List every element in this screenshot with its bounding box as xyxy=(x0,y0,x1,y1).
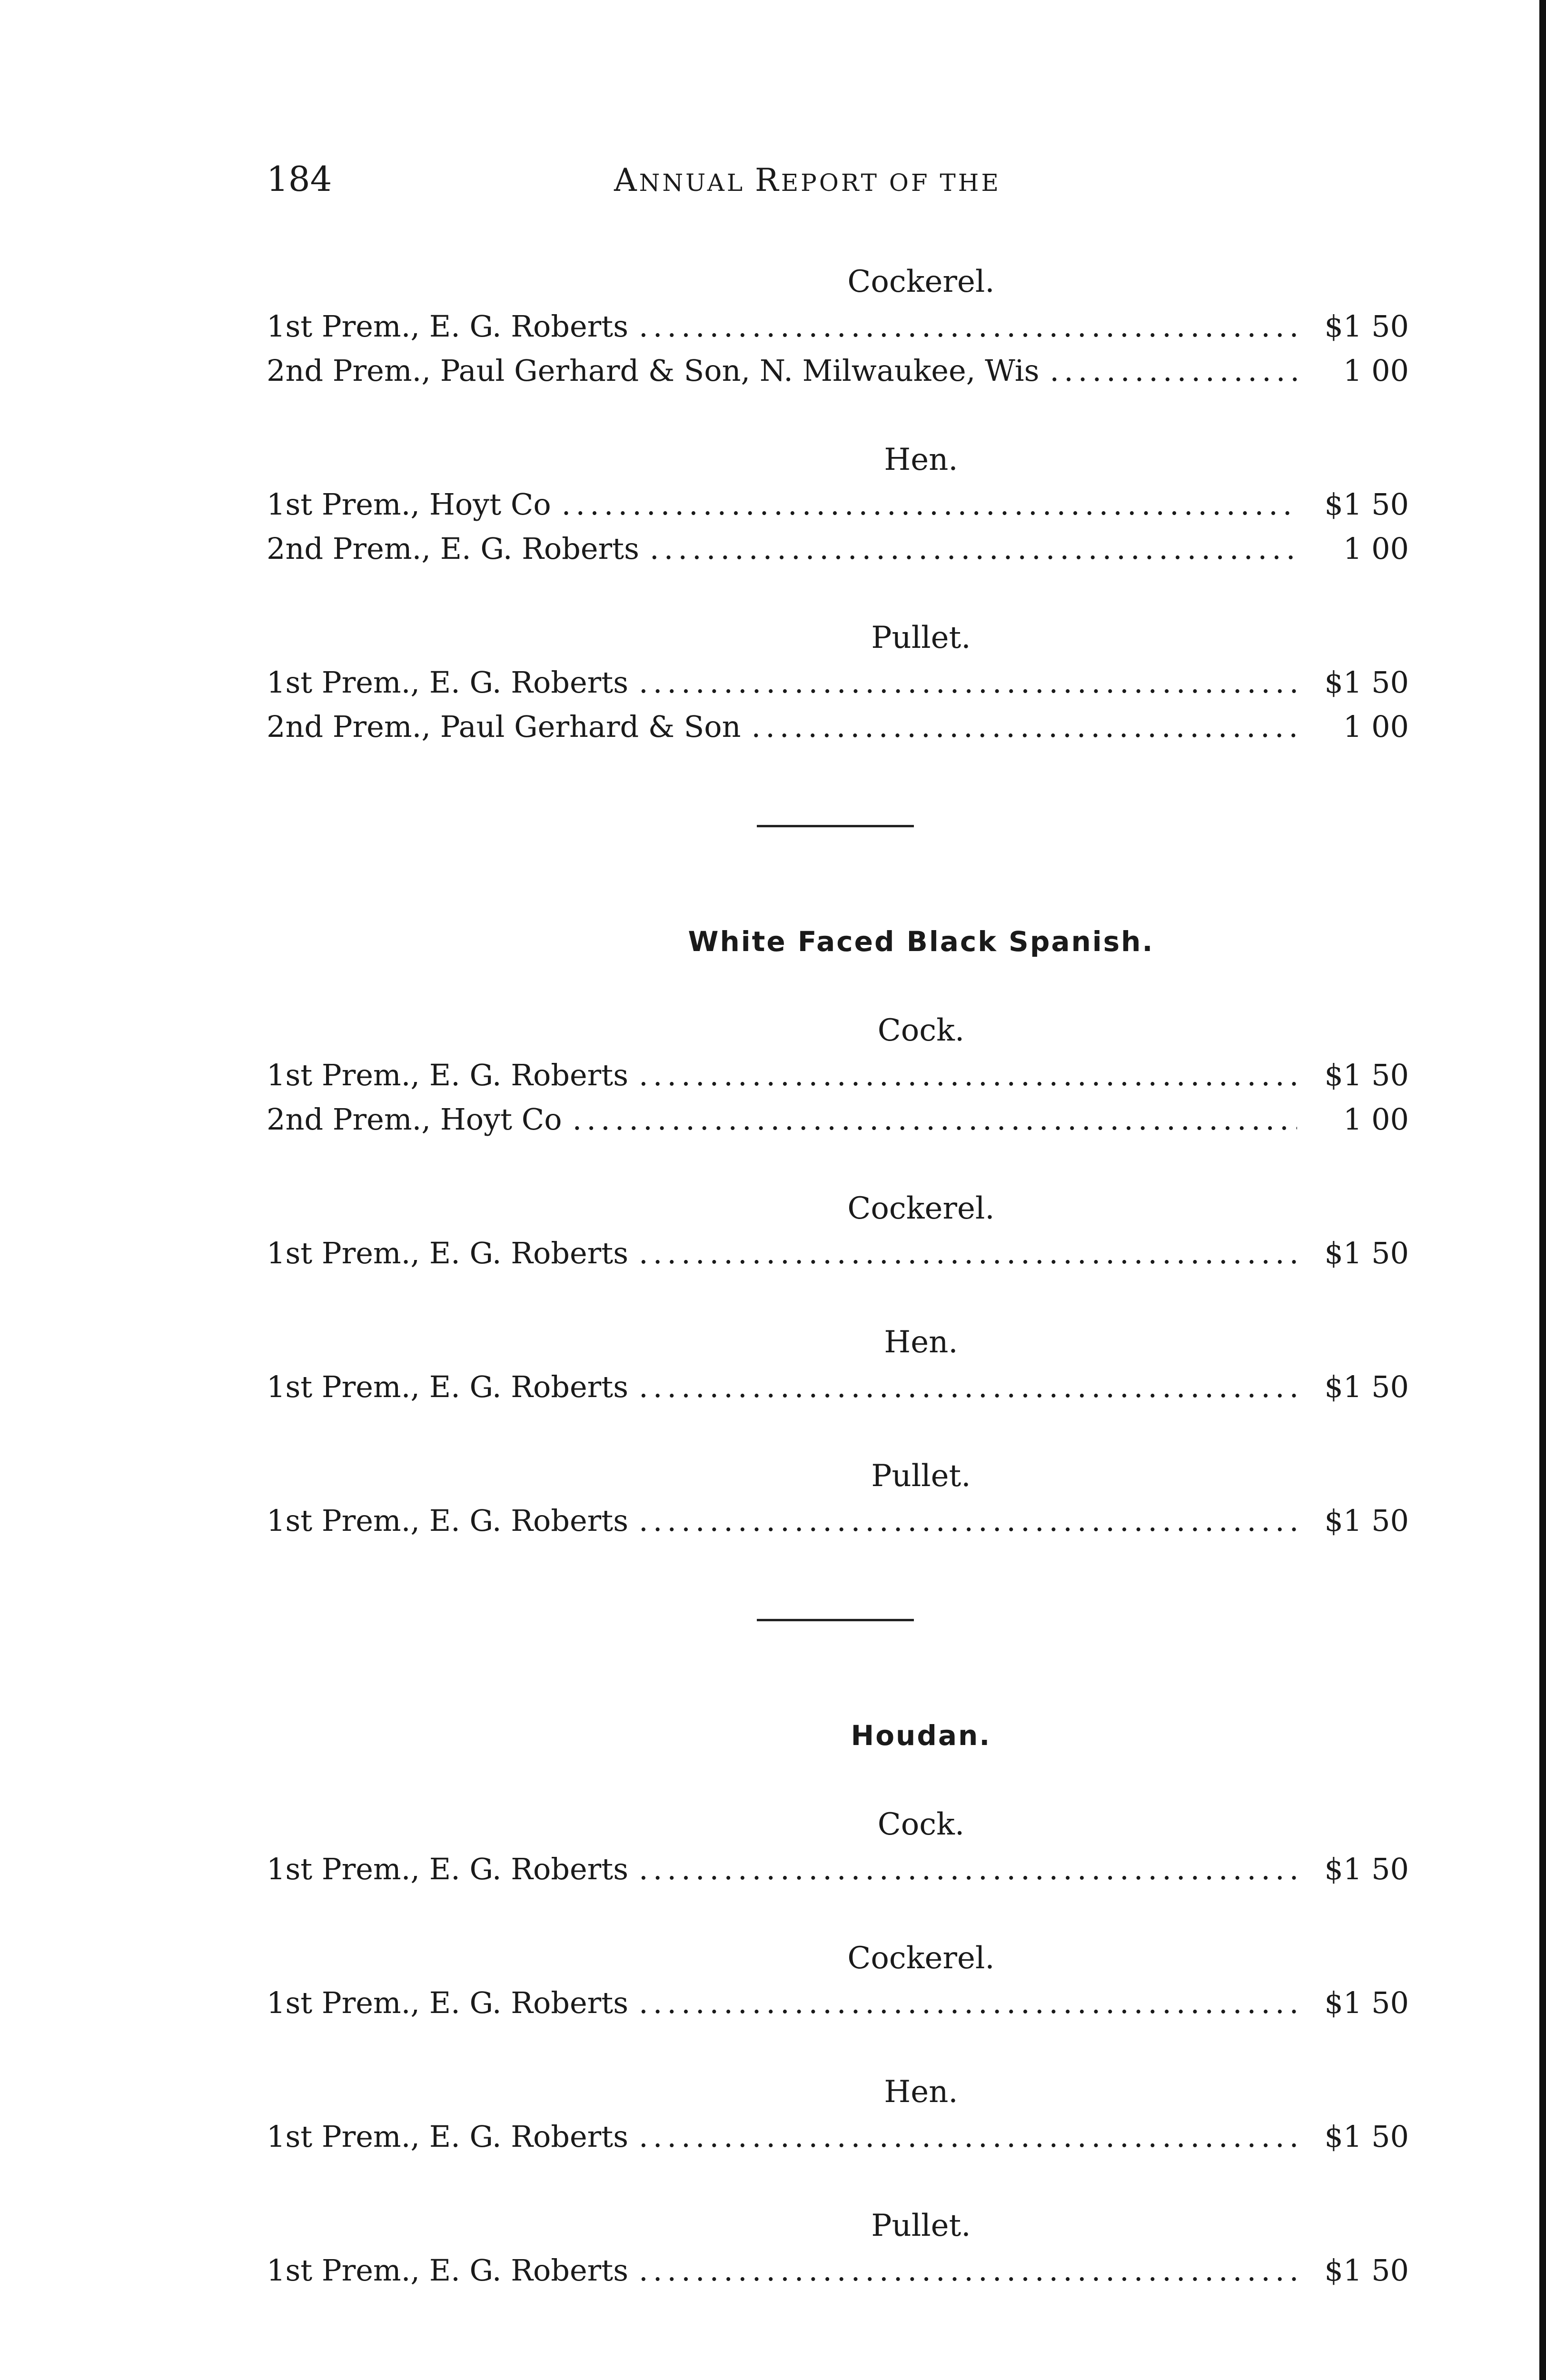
premium-row xyxy=(267,482,1409,526)
dot-leader xyxy=(573,1097,1297,1141)
dot-leader xyxy=(752,704,1297,749)
class-subhead: Cockerel. xyxy=(847,1191,995,1226)
premium-winner: 1st Prem., E. G. Roberts xyxy=(267,2253,629,2288)
premium-amount: $1 50 xyxy=(1324,1985,1409,2020)
premium-amount: $1 50 xyxy=(1324,2253,1409,2288)
premium-winner: 2nd Prem., Paul Gerhard & Son, N. Milwaukee, Wis xyxy=(267,353,1040,388)
class-subhead: Cockerel. xyxy=(847,264,995,299)
class-subhead: Cock. xyxy=(877,1807,965,1842)
dot-leader xyxy=(639,1231,1297,1275)
premium-row xyxy=(267,1365,1409,1409)
premium-winner: 1st Prem., E. G. Roberts xyxy=(267,1236,629,1270)
breed-heading: White Faced Black Spanish. xyxy=(688,925,1154,958)
premium-winner: 2nd Prem., Paul Gerhard & Son xyxy=(267,709,741,744)
dot-leader xyxy=(639,660,1297,704)
class-subhead: Cock. xyxy=(877,1013,965,1048)
premium-row xyxy=(267,1053,1409,1097)
premium-amount: 1 00 xyxy=(1343,531,1409,566)
class-subhead: Hen. xyxy=(884,1325,958,1360)
premium-winner: 2nd Prem., E. G. Roberts xyxy=(267,531,639,566)
premium-amount: $1 50 xyxy=(1324,1503,1409,1538)
premium-row xyxy=(267,526,1409,571)
premium-winner: 1st Prem., E. G. Roberts xyxy=(267,1503,629,1538)
premium-winner: 1st Prem., E. G. Roberts xyxy=(267,2119,629,2154)
premium-winner: 1st Prem., Hoyt Co xyxy=(267,487,551,522)
dot-leader xyxy=(639,1847,1297,1891)
premium-winner: 1st Prem., E. G. Roberts xyxy=(267,309,629,344)
premium-amount: 1 00 xyxy=(1343,709,1409,744)
premium-amount: $1 50 xyxy=(1324,1236,1409,1270)
premium-amount: $1 50 xyxy=(1324,2119,1409,2154)
running-head-small: NNUAL xyxy=(639,169,755,197)
dot-leader xyxy=(639,304,1297,348)
class-subhead: Pullet. xyxy=(871,620,971,655)
class-subhead: Pullet. xyxy=(871,2208,971,2243)
dot-leader xyxy=(639,1365,1297,1409)
premium-row xyxy=(267,1981,1409,2025)
premium-row xyxy=(267,2114,1409,2159)
dot-leader xyxy=(639,2114,1297,2159)
premium-row xyxy=(267,1847,1409,1891)
class-subhead: Pullet. xyxy=(871,1458,971,1494)
dot-leader xyxy=(639,1498,1297,1543)
premium-row xyxy=(267,2248,1409,2292)
premium-amount: $1 50 xyxy=(1324,487,1409,522)
dot-leader xyxy=(562,482,1297,526)
dot-leader xyxy=(639,2248,1297,2292)
premium-winner: 1st Prem., E. G. Roberts xyxy=(267,1369,629,1404)
scan-edge-right xyxy=(1539,0,1546,2380)
premium-row xyxy=(267,660,1409,704)
premium-list xyxy=(267,259,1409,2292)
premium-amount: $1 50 xyxy=(1324,1369,1409,1404)
premium-row xyxy=(267,704,1409,749)
dot-leader xyxy=(650,526,1297,571)
class-subhead: Cockerel. xyxy=(847,1941,995,1976)
dot-leader xyxy=(639,1053,1297,1097)
running-head xyxy=(614,162,1001,198)
premium-winner: 1st Prem., E. G. Roberts xyxy=(267,1985,629,2020)
running-head-cap: A xyxy=(614,162,639,198)
premium-row xyxy=(267,1231,1409,1275)
premium-row xyxy=(267,1097,1409,1141)
premium-winner: 1st Prem., E. G. Roberts xyxy=(267,665,629,700)
premium-row xyxy=(267,348,1409,393)
dot-leader xyxy=(1050,348,1297,393)
premium-amount: $1 50 xyxy=(1324,1058,1409,1092)
premium-row xyxy=(267,304,1409,348)
class-subhead: Hen. xyxy=(884,2074,958,2110)
breed-heading: Houdan. xyxy=(851,1719,991,1752)
premium-amount: 1 00 xyxy=(1343,1102,1409,1137)
premium-winner: 2nd Prem., Hoyt Co xyxy=(267,1102,562,1137)
dot-leader xyxy=(639,1981,1297,2025)
premium-amount: $1 50 xyxy=(1324,309,1409,344)
running-head-small: EPORT OF THE xyxy=(781,169,1001,197)
running-head-cap: R xyxy=(754,162,781,198)
premium-amount: $1 50 xyxy=(1324,1852,1409,1886)
class-subhead: Hen. xyxy=(884,442,958,477)
premium-winner: 1st Prem., E. G. Roberts xyxy=(267,1852,629,1886)
premium-winner: 1st Prem., E. G. Roberts xyxy=(267,1058,629,1092)
premium-amount: $1 50 xyxy=(1324,665,1409,700)
premium-row xyxy=(267,1498,1409,1543)
premium-amount: 1 00 xyxy=(1343,353,1409,388)
page-number: 184 xyxy=(267,159,332,199)
